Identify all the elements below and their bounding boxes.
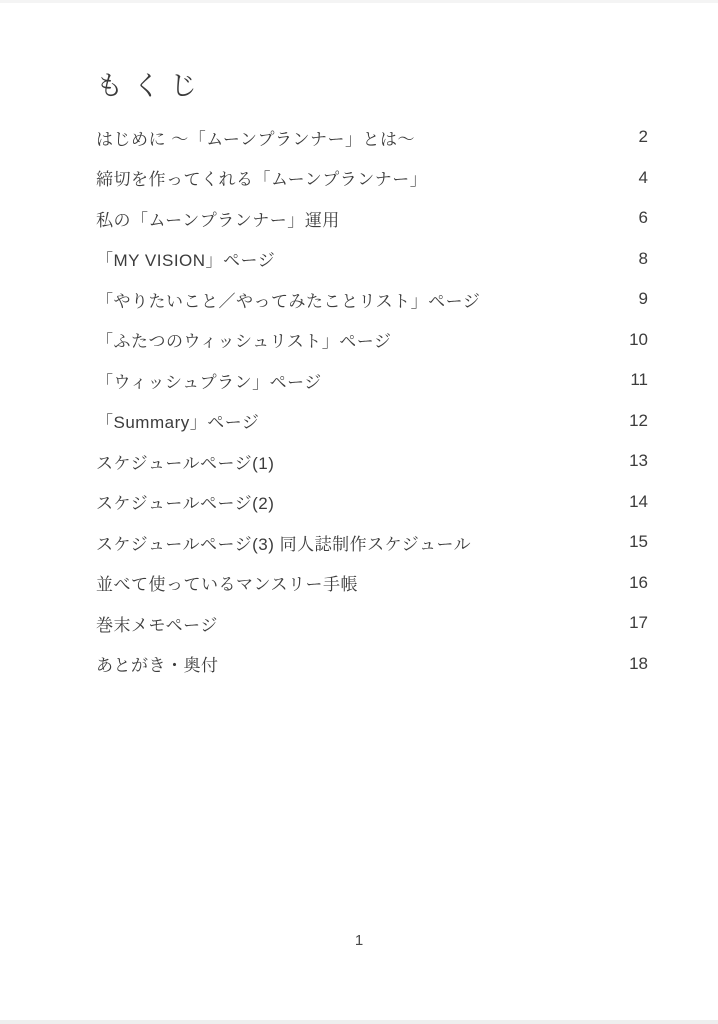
toc-entry-label: はじめに ～「ムーンプランナー」とは～ [96, 129, 416, 149]
toc-list [96, 117, 648, 684]
toc-entry [96, 360, 648, 401]
toc-entry-page-number: 13 [629, 451, 648, 471]
toc-entry-page-number: 2 [638, 127, 648, 147]
toc-entry [96, 644, 648, 685]
toc-entry-page-number: 4 [638, 167, 648, 187]
toc-entry-page-number: 15 [629, 532, 648, 552]
toc-entry [96, 563, 648, 604]
toc-entry [96, 522, 648, 563]
toc-entry [96, 158, 648, 199]
toc-entry [96, 198, 648, 239]
toc-entry-label: 「ウィッシュプラン」ページ [96, 372, 322, 392]
toc-entry-page-number: 8 [638, 248, 648, 268]
scan-edge-bottom [0, 1020, 718, 1024]
toc-entry-page-number: 9 [638, 289, 648, 309]
toc-entry-label: 締切を作ってくれる「ムーンプランナー」 [96, 170, 428, 190]
toc-entry-label: 「やりたいこと／やってみたことリスト」ページ [96, 291, 481, 311]
toc-entry-label: あとがき・奥付 [96, 656, 219, 676]
toc-entry-label: 「MY VISION」ページ [96, 251, 276, 271]
page-title: もくじ [96, 71, 207, 101]
toc-entry [96, 441, 648, 482]
toc-entry-page-number: 11 [630, 370, 648, 390]
toc-entry-page-number: 10 [629, 329, 648, 349]
toc-entry [96, 482, 648, 523]
toc-entry-label: 巻末メモページ [96, 615, 218, 635]
toc-entry-label: スケジュールページ(3) 同人誌制作スケジュール [96, 534, 472, 554]
toc-entry [96, 279, 648, 320]
toc-entry-page-number: 6 [638, 208, 648, 228]
toc-entry-page-number: 16 [629, 572, 648, 592]
toc-entry-page-number: 17 [629, 613, 648, 633]
toc-entry [96, 239, 648, 280]
toc-entry-page-number: 14 [629, 491, 648, 511]
toc-entry-label: 並べて使っているマンスリー手帳 [96, 575, 358, 595]
toc-entry-label: スケジュールページ(2) [96, 494, 275, 514]
toc-entry [96, 320, 648, 361]
toc-entry [96, 603, 648, 644]
toc-entry-label: スケジュールページ(1) [96, 453, 275, 473]
page-number: 1 [354, 932, 364, 949]
toc-entry-page-number: 12 [629, 410, 648, 430]
toc-entry-label: 私の「ムーンプランナー」運用 [96, 210, 340, 230]
toc-entry-label: 「ふたつのウィッシュリスト」ページ [96, 332, 392, 352]
scan-edge-top [0, 0, 718, 3]
toc-entry-label: 「Summary」ページ [96, 413, 260, 433]
toc-entry [96, 117, 648, 158]
toc-entry-page-number: 18 [629, 653, 648, 673]
toc-entry [96, 401, 648, 442]
